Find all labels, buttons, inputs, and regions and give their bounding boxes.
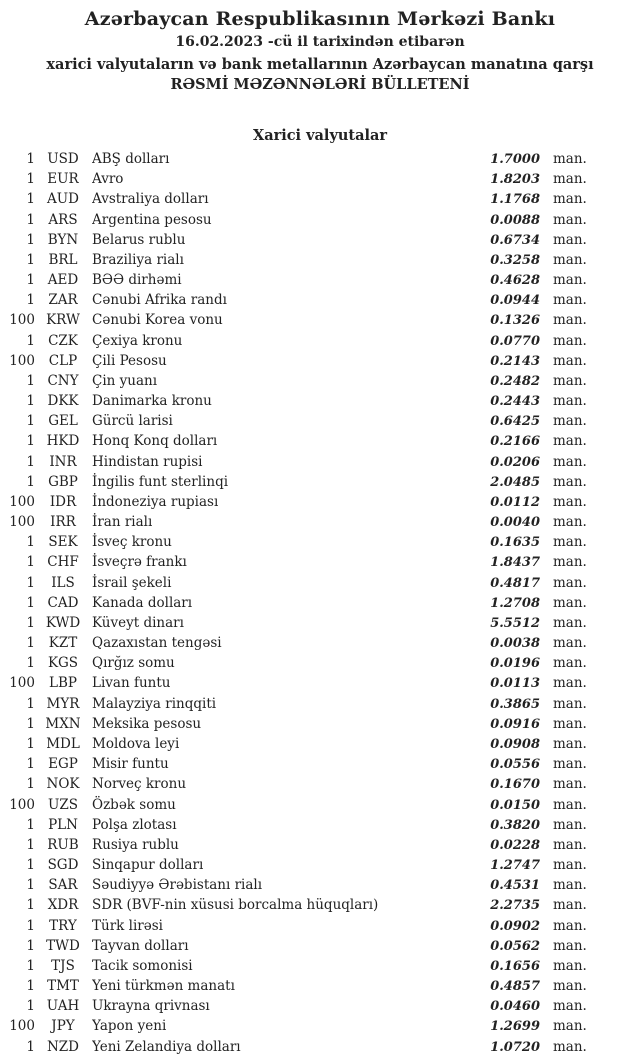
currency-name: ABŞ dolları <box>92 151 170 167</box>
currency-rate: 0.0228 <box>490 837 540 853</box>
currency-code: INR <box>49 453 77 470</box>
manat-unit-label: man. <box>553 937 587 954</box>
currency-name: İsrail şekeli <box>92 574 172 591</box>
currency-rate: 0.6425 <box>490 414 540 430</box>
currency-row <box>0 310 620 330</box>
currency-name: Yeni türkmən manatı <box>92 978 235 995</box>
currency-quantity: 1 <box>26 877 35 894</box>
currency-rate: 0.3820 <box>490 817 540 833</box>
currency-quantity: 1 <box>26 776 35 793</box>
currency-rate: 0.0916 <box>490 716 540 732</box>
currency-code: BRL <box>48 251 78 268</box>
manat-unit-label: man. <box>553 372 587 389</box>
currency-row <box>0 996 620 1016</box>
currency-row <box>0 189 620 209</box>
manat-unit-label: man. <box>553 514 587 531</box>
manat-unit-label: man. <box>553 1018 587 1035</box>
manat-unit-label: man. <box>553 231 587 248</box>
currency-name: BƏƏ dirhəmi <box>92 272 182 289</box>
currency-name: Polşa zlotası <box>92 816 177 833</box>
currency-code: RUB <box>47 836 79 853</box>
currency-quantity: 1 <box>26 413 35 430</box>
currency-code: MDL <box>46 735 80 752</box>
currency-name: Rusiya rublu <box>92 836 179 853</box>
currency-rate: 0.0038 <box>490 636 540 652</box>
manat-unit-label: man. <box>553 695 587 712</box>
currency-name: Avro <box>92 171 124 188</box>
currency-row <box>0 169 620 189</box>
currency-rate: 0.0770 <box>490 333 540 349</box>
currency-quantity: 1 <box>26 836 35 853</box>
currency-rate: 0.0150 <box>490 797 540 813</box>
currency-name: Cənubi Korea vonu <box>92 312 223 329</box>
currency-rate: 1.2708 <box>490 595 540 611</box>
currency-name: Kanada dolları <box>92 594 193 611</box>
currency-code: ZAR <box>48 292 78 309</box>
currency-name: Honq Konq dolları <box>92 433 218 450</box>
currency-rate: 0.1670 <box>490 777 540 793</box>
currency-rate: 1.8437 <box>490 555 540 571</box>
currency-rate: 1.8203 <box>490 172 540 188</box>
manat-unit-label: man. <box>553 998 587 1015</box>
currency-quantity: 100 <box>9 1018 35 1035</box>
currency-rate: 0.0460 <box>490 999 540 1015</box>
currency-quantity: 1 <box>26 1038 35 1055</box>
currency-name: Moldova leyi <box>92 735 180 752</box>
currency-quantity: 1 <box>26 635 35 652</box>
currency-name: Meksika pesosu <box>92 715 202 732</box>
manat-unit-label: man. <box>553 877 587 894</box>
currency-name: Çili Pesosu <box>92 352 167 369</box>
currency-quantity: 1 <box>26 191 35 208</box>
currency-code: KWD <box>45 614 81 631</box>
currency-row <box>0 492 620 512</box>
currency-name: Hindistan rupisi <box>92 453 203 470</box>
currency-quantity: 1 <box>26 393 35 410</box>
currency-name: Tayvan dolları <box>92 937 189 954</box>
manat-unit-label: man. <box>553 433 587 450</box>
currency-rate: 0.3865 <box>490 696 540 712</box>
currency-rate: 0.3258 <box>490 252 540 268</box>
currency-rate: 0.0908 <box>490 736 540 752</box>
currency-rate: 0.4531 <box>490 878 540 894</box>
currency-code: MYR <box>46 695 80 712</box>
currency-code: EUR <box>47 171 79 188</box>
currency-row <box>0 472 620 492</box>
currency-rate: 1.2747 <box>490 858 540 874</box>
currency-rate: 0.2443 <box>490 394 540 410</box>
currency-rate: 0.4628 <box>490 273 540 289</box>
currency-rate: 0.0112 <box>490 494 540 510</box>
currency-name: Səudiyyə Ərəbistanı rialı <box>92 877 263 894</box>
currency-code: PLN <box>48 816 78 833</box>
currency-code: CNY <box>47 372 79 389</box>
currency-row <box>0 774 620 794</box>
manat-unit-label: man. <box>553 796 587 813</box>
currency-row <box>0 976 620 996</box>
manat-unit-label: man. <box>553 836 587 853</box>
currency-code: AED <box>47 272 79 289</box>
currency-quantity: 1 <box>26 332 35 349</box>
currency-code: KGS <box>47 655 79 672</box>
manat-unit-label: man. <box>553 776 587 793</box>
currency-name: Sinqapur dolları <box>92 857 204 874</box>
currency-name: Türk lirəsi <box>92 917 163 934</box>
currency-quantity: 1 <box>26 231 35 248</box>
currency-quantity: 100 <box>9 796 35 813</box>
currency-code: IRR <box>50 514 76 531</box>
currency-rate: 0.4817 <box>490 575 540 591</box>
currency-row <box>0 411 620 431</box>
currency-row <box>0 936 620 956</box>
currency-code: JPY <box>51 1018 75 1035</box>
manat-unit-label: man. <box>553 957 587 974</box>
currency-quantity: 1 <box>26 292 35 309</box>
manat-unit-label: man. <box>553 534 587 551</box>
effective-date-line: 16.02.2023 -cü il tarixindən etibarən <box>175 34 465 50</box>
currency-quantity: 1 <box>26 735 35 752</box>
currency-code: BYN <box>47 231 79 248</box>
currency-code: CAD <box>47 594 79 611</box>
currency-row <box>0 613 620 633</box>
currency-name: Çexiya kronu <box>92 332 183 349</box>
currency-code: EGP <box>48 756 78 773</box>
currency-code: ARS <box>48 211 78 228</box>
currency-row <box>0 351 620 371</box>
manat-unit-label: man. <box>553 272 587 289</box>
bulletin-header <box>40 0 600 95</box>
currency-row <box>0 633 620 653</box>
currency-rate: 0.0088 <box>490 212 540 228</box>
manat-unit-label: man. <box>553 897 587 914</box>
currency-row <box>0 835 620 855</box>
section-title-foreign-currencies: Xarici valyutalar <box>252 127 388 144</box>
currency-rate: 0.0196 <box>490 656 540 672</box>
currency-row <box>0 532 620 552</box>
currency-row <box>0 895 620 915</box>
currency-quantity: 100 <box>9 352 35 369</box>
currency-quantity: 1 <box>26 272 35 289</box>
currency-rate: 2.2735 <box>490 898 540 914</box>
currency-code: LBP <box>49 675 77 692</box>
currency-quantity: 1 <box>26 897 35 914</box>
manat-unit-label: man. <box>553 493 587 510</box>
currency-code: XDR <box>47 897 79 914</box>
currency-rate: 0.0562 <box>490 938 540 954</box>
manat-unit-label: man. <box>553 978 587 995</box>
currency-quantity: 100 <box>9 493 35 510</box>
currency-row <box>0 1037 620 1057</box>
currency-name: Misir funtu <box>92 756 169 773</box>
currency-name: Norveç kronu <box>92 776 187 793</box>
currency-row <box>0 734 620 754</box>
currency-quantity: 1 <box>26 917 35 934</box>
manat-unit-label: man. <box>553 857 587 874</box>
currency-code: CZK <box>48 332 78 349</box>
manat-unit-label: man. <box>553 816 587 833</box>
bulletin-subtitle: xarici valyutaların və bank metallarının Azərbaycan manatına qarşı <box>46 56 594 73</box>
currency-row <box>0 391 620 411</box>
currency-code: KZT <box>48 635 78 652</box>
currency-row <box>0 230 620 250</box>
currency-name: Braziliya rialı <box>92 251 184 268</box>
currency-row <box>0 653 620 673</box>
currency-row <box>0 270 620 290</box>
currency-code: USD <box>47 151 79 167</box>
currency-code: ILS <box>51 574 75 591</box>
currency-row <box>0 371 620 391</box>
currency-name: Danimarka kronu <box>92 393 212 410</box>
currency-name: İngilis funt sterlinqi <box>92 473 229 490</box>
currency-code: GBP <box>48 473 78 490</box>
currency-rate: 0.6734 <box>490 232 540 248</box>
currency-quantity: 1 <box>26 372 35 389</box>
currency-name: SDR (BVF-nin xüsusi borcalma hüquqları) <box>92 897 379 914</box>
currency-rate: 0.2143 <box>490 353 540 369</box>
currency-row <box>0 512 620 532</box>
manat-unit-label: man. <box>553 1038 587 1055</box>
currency-row <box>0 573 620 593</box>
currency-code: SAR <box>48 877 78 894</box>
manat-unit-label: man. <box>553 151 587 167</box>
currency-rate: 0.2482 <box>490 373 540 389</box>
currency-name: Tacik somonisi <box>92 957 193 974</box>
currency-name: Avstraliya dolları <box>92 191 209 208</box>
currency-name: İndoneziya rupiası <box>92 493 219 510</box>
currency-rate: 1.1768 <box>490 192 540 208</box>
currency-name: Livan funtu <box>92 675 171 692</box>
manat-unit-label: man. <box>553 453 587 470</box>
currency-name: Qazaxıstan tengəsi <box>92 635 222 652</box>
currency-name: Yeni Zelandiya dolları <box>92 1038 241 1055</box>
manat-unit-label: man. <box>553 756 587 773</box>
currency-name: Küveyt dinarı <box>92 614 184 631</box>
currency-rate: 0.0944 <box>490 293 540 309</box>
currency-quantity: 1 <box>26 574 35 591</box>
manat-unit-label: man. <box>553 393 587 410</box>
manat-unit-label: man. <box>553 635 587 652</box>
currency-rate: 0.1635 <box>490 535 540 551</box>
manat-unit-label: man. <box>553 917 587 934</box>
currency-rate: 5.5512 <box>490 615 540 631</box>
manat-unit-label: man. <box>553 554 587 571</box>
currency-code: CLP <box>48 352 78 369</box>
currency-code: AUD <box>47 191 79 208</box>
currency-code: NZD <box>46 1038 80 1055</box>
manat-unit-label: man. <box>553 735 587 752</box>
manat-unit-label: man. <box>553 292 587 309</box>
currency-quantity: 1 <box>26 756 35 773</box>
currency-rate: 0.1326 <box>490 313 540 329</box>
currency-row <box>0 956 620 976</box>
currency-quantity: 1 <box>26 978 35 995</box>
currency-name: Qırğız somu <box>92 655 175 672</box>
currency-row <box>0 431 620 451</box>
manat-unit-label: man. <box>553 655 587 672</box>
currency-row <box>0 290 620 310</box>
manat-unit-label: man. <box>553 574 587 591</box>
currency-quantity: 1 <box>26 695 35 712</box>
currency-code: GEL <box>48 413 78 430</box>
currency-row <box>0 593 620 613</box>
manat-unit-label: man. <box>553 715 587 732</box>
currency-code: TJS <box>51 957 75 974</box>
currency-name: İran rialı <box>92 514 153 531</box>
currency-row <box>0 250 620 270</box>
currency-quantity: 1 <box>26 655 35 672</box>
currency-quantity: 100 <box>9 675 35 692</box>
currency-row <box>0 916 620 936</box>
currency-rate: 2.0485 <box>490 474 540 490</box>
currency-quantity: 1 <box>26 614 35 631</box>
currency-code: HKD <box>46 433 80 450</box>
bulletin-title: RƏSMİ MƏZƏNNƏLƏRİ BÜLLETENİ <box>170 76 470 93</box>
currency-name: İsveç kronu <box>92 534 172 551</box>
currency-row <box>0 694 620 714</box>
manat-unit-label: man. <box>553 191 587 208</box>
currency-code: SGD <box>47 857 79 874</box>
manat-unit-label: man. <box>553 594 587 611</box>
currency-row <box>0 795 620 815</box>
currency-rate: 0.0556 <box>490 757 540 773</box>
currency-quantity: 1 <box>26 957 35 974</box>
currency-quantity: 1 <box>26 816 35 833</box>
manat-unit-label: man. <box>553 332 587 349</box>
currency-row <box>0 210 620 230</box>
currency-row <box>0 754 620 774</box>
currency-row <box>0 815 620 835</box>
currency-quantity: 100 <box>9 312 35 329</box>
currency-name: Malayziya rinqqiti <box>92 695 217 712</box>
bank-name-title: Azərbaycan Respublikasının Mərkəzi Bankı <box>84 8 556 30</box>
currency-name: Yapon yeni <box>92 1018 167 1035</box>
currency-rate: 0.0206 <box>490 454 540 470</box>
currency-name: İsveçrə frankı <box>92 554 187 571</box>
currency-code: SEK <box>48 534 78 551</box>
currency-code: UAH <box>46 998 80 1015</box>
currency-row <box>0 149 620 169</box>
rates-table <box>0 149 620 1057</box>
currency-code: TMT <box>47 978 79 995</box>
manat-unit-label: man. <box>553 352 587 369</box>
currency-rate: 1.0720 <box>490 1039 540 1055</box>
currency-quantity: 1 <box>26 715 35 732</box>
currency-rate: 0.0902 <box>490 918 540 934</box>
currency-rate: 0.4857 <box>490 979 540 995</box>
currency-code: TRY <box>49 917 77 934</box>
currency-quantity: 1 <box>26 211 35 228</box>
currency-code: TWD <box>46 937 80 954</box>
currency-name: Gürcü larisi <box>92 413 173 430</box>
currency-code: IDR <box>49 493 77 510</box>
currency-name: Çin yuanı <box>92 372 158 389</box>
currency-row <box>0 855 620 875</box>
manat-unit-label: man. <box>553 251 587 268</box>
currency-rate: 1.2699 <box>490 1019 540 1035</box>
currency-quantity: 1 <box>26 453 35 470</box>
currency-rate: 0.1656 <box>490 958 540 974</box>
currency-row <box>0 673 620 693</box>
currency-row <box>0 331 620 351</box>
currency-row <box>0 875 620 895</box>
manat-unit-label: man. <box>553 413 587 430</box>
manat-unit-label: man. <box>553 614 587 631</box>
currency-code: KRW <box>46 312 80 329</box>
manat-unit-label: man. <box>553 675 587 692</box>
currency-code: UZS <box>47 796 78 813</box>
currency-name: Belarus rublu <box>92 231 186 248</box>
currency-quantity: 1 <box>26 857 35 874</box>
currency-code: MXN <box>45 715 81 732</box>
currency-quantity: 1 <box>26 534 35 551</box>
currency-name: Argentina pesosu <box>92 211 212 228</box>
currency-quantity: 1 <box>26 473 35 490</box>
currency-quantity: 1 <box>26 594 35 611</box>
currency-quantity: 100 <box>9 514 35 531</box>
currency-row <box>0 552 620 572</box>
manat-unit-label: man. <box>553 211 587 228</box>
manat-unit-label: man. <box>553 312 587 329</box>
currency-rate: 1.7000 <box>490 152 540 167</box>
currency-rate: 0.2166 <box>490 434 540 450</box>
currency-quantity: 1 <box>26 251 35 268</box>
manat-unit-label: man. <box>553 171 587 188</box>
currency-code: DKK <box>47 393 79 410</box>
currency-row <box>0 714 620 734</box>
currency-quantity: 1 <box>26 433 35 450</box>
currency-code: NOK <box>46 776 80 793</box>
currency-quantity: 1 <box>26 554 35 571</box>
manat-unit-label: man. <box>553 473 587 490</box>
currency-row <box>0 452 620 472</box>
currency-quantity: 1 <box>26 937 35 954</box>
currency-row <box>0 1016 620 1036</box>
currency-quantity: 1 <box>26 171 35 188</box>
currency-name: Cənubi Afrika randı <box>92 292 227 309</box>
currency-code: CHF <box>47 554 79 571</box>
currency-rate: 0.0113 <box>490 676 540 692</box>
currency-name: Ukrayna qrivnası <box>92 998 210 1015</box>
currency-name: Özbək somu <box>92 796 176 813</box>
currency-quantity: 1 <box>26 998 35 1015</box>
currency-rate: 0.0040 <box>490 515 540 531</box>
currency-quantity: 1 <box>26 151 35 167</box>
